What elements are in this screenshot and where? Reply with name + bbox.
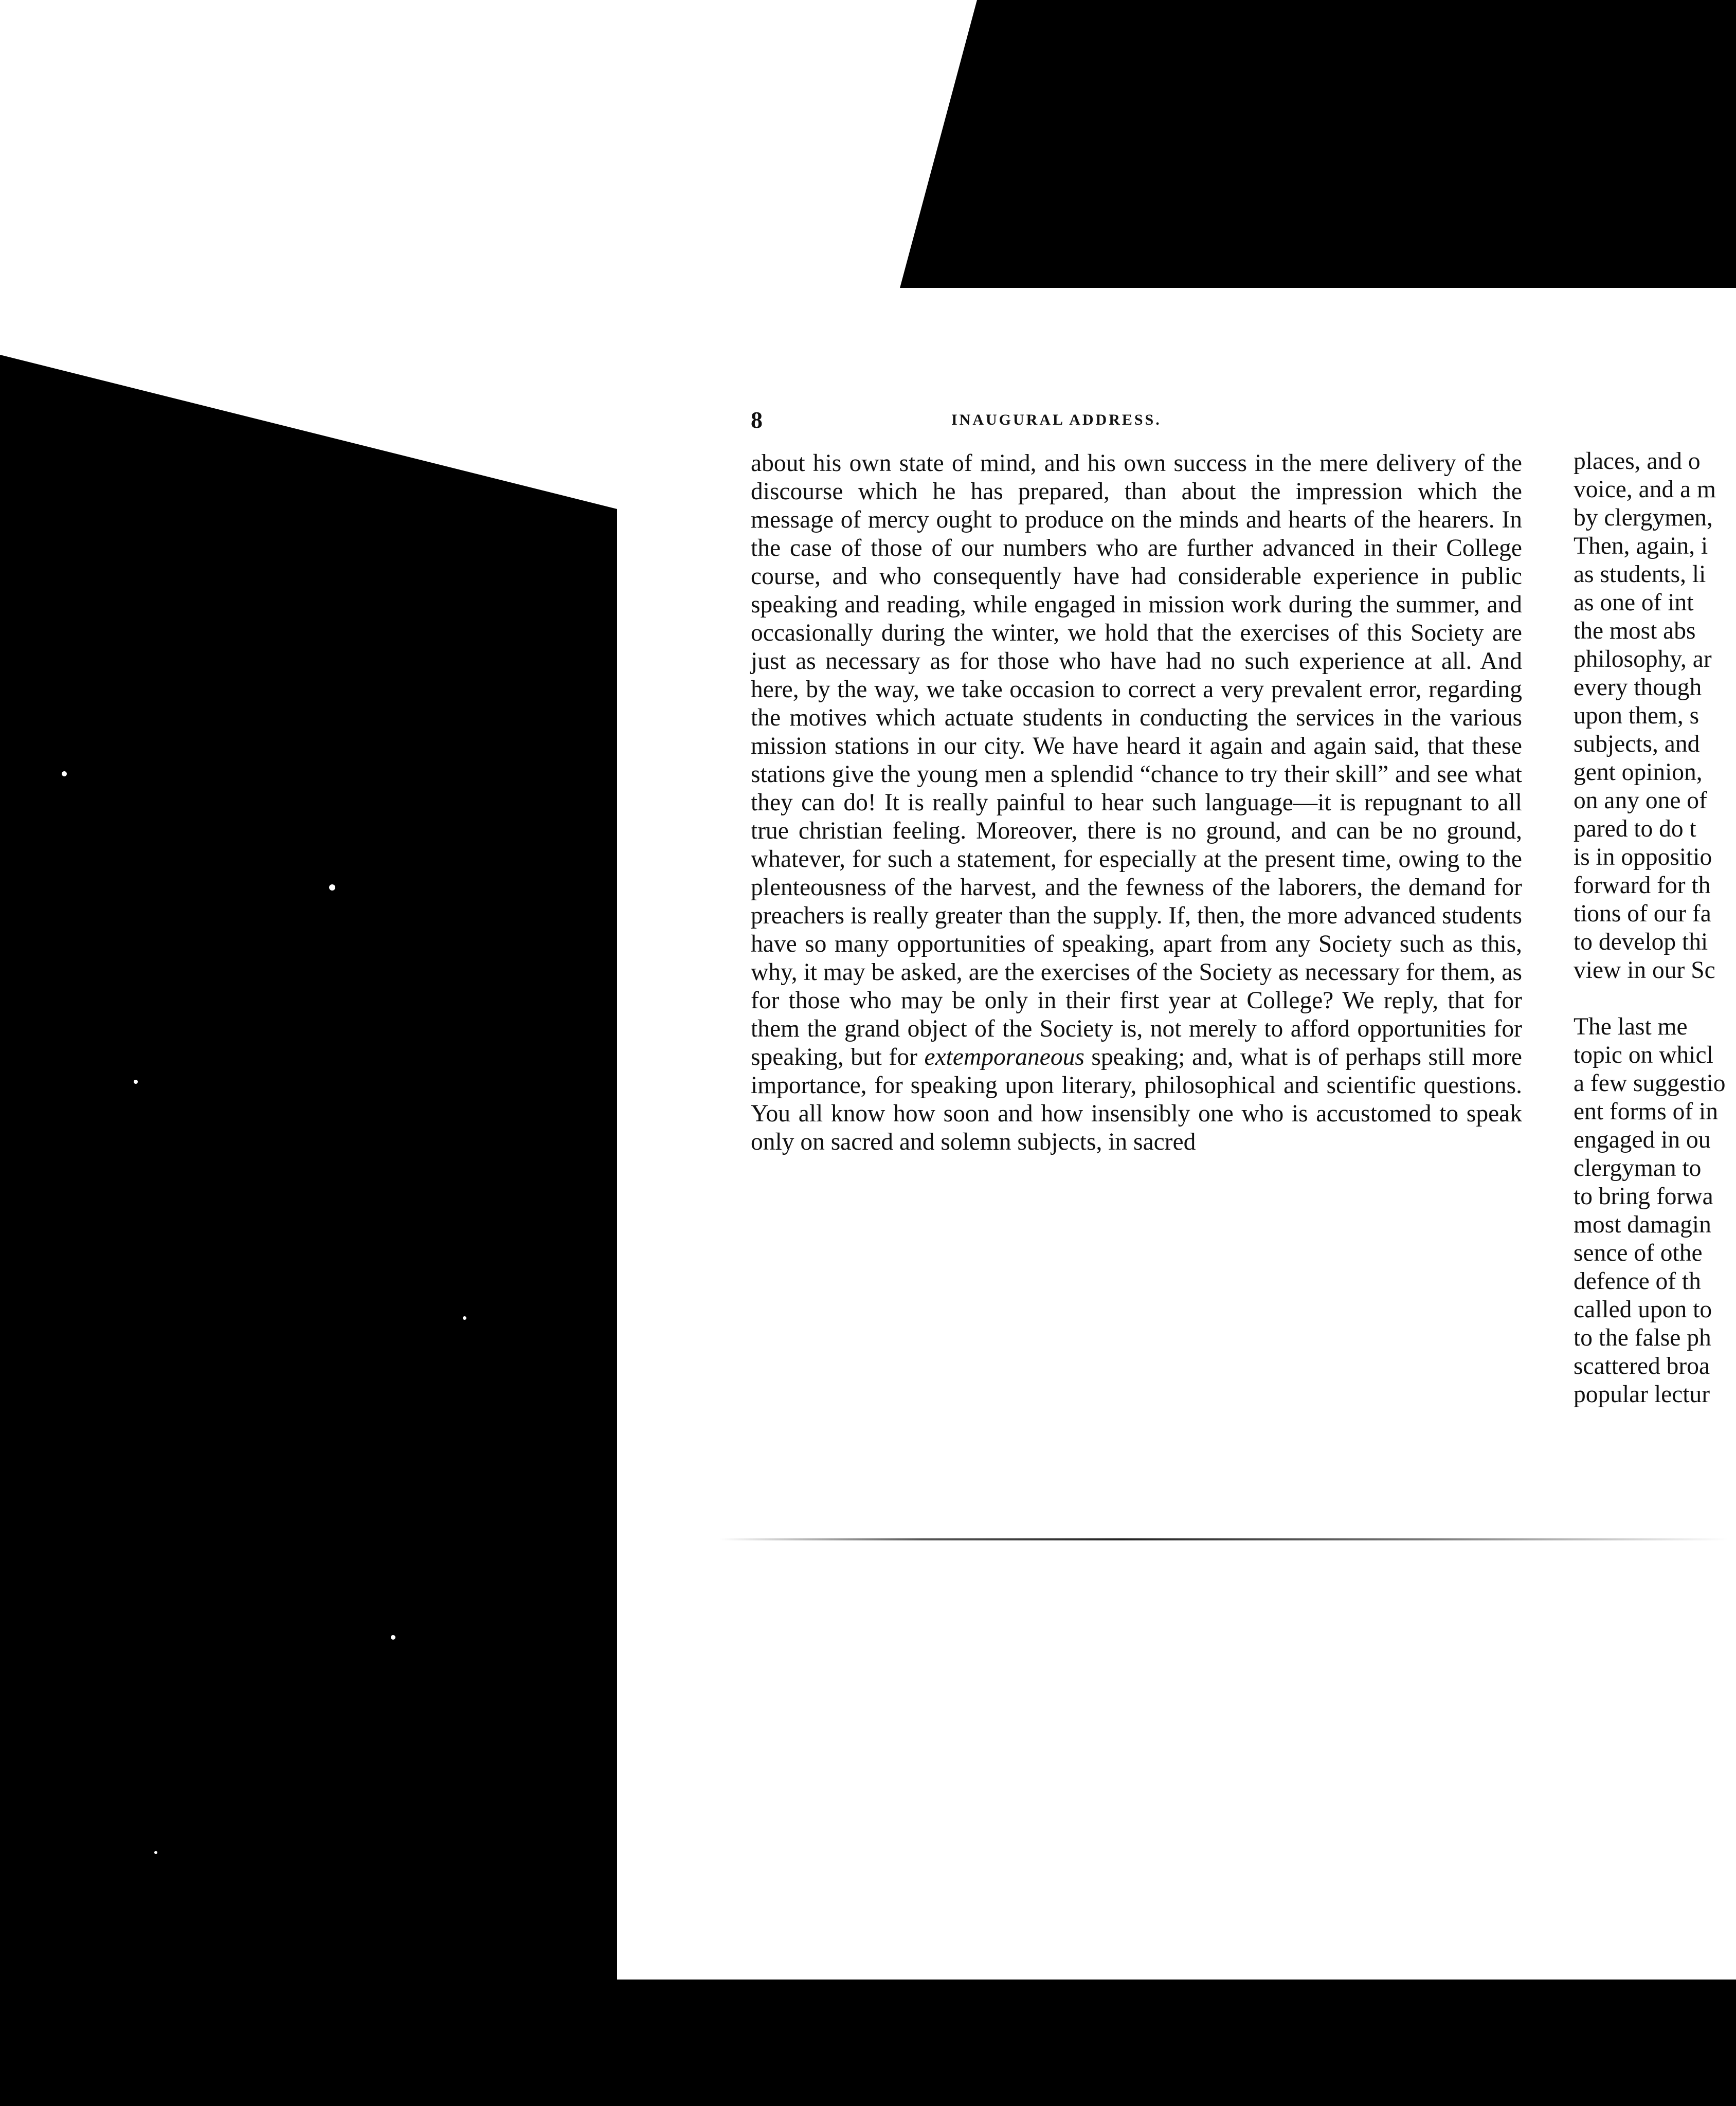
page-sheet [617, 288, 1736, 1980]
right-column-line: is in oppositio [1574, 844, 1712, 870]
dust-speck [154, 1851, 157, 1854]
right-column-line: places, and o [1574, 448, 1701, 475]
right-column-line: a few suggestio [1574, 1070, 1726, 1097]
right-column-line: popular lectur [1574, 1381, 1710, 1408]
body-text-italic: extemporaneous [924, 1044, 1084, 1070]
right-column-line: upon them, s [1574, 702, 1699, 729]
right-column-line: tions of our fa [1574, 900, 1711, 927]
running-head [751, 406, 1522, 437]
right-column-line: forward for th [1574, 872, 1711, 899]
right-column-line: gent opinion, [1574, 759, 1703, 786]
dust-speck [62, 771, 67, 776]
right-column-line: clergyman to [1574, 1155, 1702, 1182]
right-column-line: to bring forwa [1574, 1183, 1713, 1210]
right-column-line: to develop thi [1574, 929, 1708, 955]
dust-speck [134, 1080, 138, 1084]
right-column-line: by clergymen, [1574, 504, 1713, 531]
body-text-main: about his own state of mind, and his own success in the mere delivery of the discourse which he has prepared, than about the impression which the message of mercy ought to produce on the minds and hearts of the hearers. In the case of those of our numbers who are further advanced in their College course, and who consequently have had considerable experience in public speaking and reading, while engaged in mission work during the summer, and occasionally during the winter, we hold that the exercises of this Society are just as necessary as for those who have had no such experience at all. And here, by the way, we take occasion to correct a very prevalent error, regarding the motives which actuate students in conducting the services in the various mission stations in our city. We have heard it again and again said, that these stations give the young men a splendid “chance to try their skill” and see what they can do! It is really painful to hear such language—it is repugnant to all true christian feeling. Moreover, there is no ground, and can be no ground, whatever, for such a statement, for especially at the present time, owing to the plenteousness of the harvest, and the fewness of the laborers, the demand for preachers is really greater than the supply. If, then, the more advanced students have so many opportunities of speaking, apart from any Society such as this, why, it may be asked, are the exercises of the Society as necessary for them, as for those who may be only in their first year at College? We reply, that for them the grand object of the Society is, not merely to afford opportunities for speaking, but for [751, 450, 1522, 1070]
right-column-line: voice, and a m [1574, 476, 1716, 503]
right-column-line: pared to do t [1574, 815, 1696, 842]
right-page-fragment [1574, 447, 1736, 1409]
bottom-rule [720, 1538, 1728, 1540]
right-column-line: Then, again, i [1574, 533, 1708, 559]
top-dark-region [900, 0, 1736, 288]
right-column-block-a [1574, 447, 1736, 985]
right-column-line: most damagin [1574, 1211, 1711, 1238]
right-column-line: subjects, and [1574, 731, 1700, 757]
right-column-line: scattered broa [1574, 1353, 1710, 1379]
right-column-line: every though [1574, 674, 1702, 701]
right-column-line: sence of othe [1574, 1240, 1703, 1266]
right-column-line: view in our Sc [1574, 957, 1715, 984]
right-column-line: the most abs [1574, 618, 1696, 644]
right-column-line: called upon to [1574, 1296, 1712, 1323]
page-number: 8 [751, 407, 763, 433]
running-head-title: INAUGURAL ADDRESS. [951, 411, 1162, 428]
right-column-line: defence of th [1574, 1268, 1701, 1295]
paragraph-gap [1574, 985, 1736, 1013]
dust-speck [463, 1316, 466, 1320]
right-column-line: as one of int [1574, 589, 1694, 616]
body-text-end: speaking; and, what is of perhaps still more importance, for speaking upon literary, philosophical and scientific questions. You all know how soon and how insensibly one who is accustomed to speak only on sacred and solemn subjects, in sacred [751, 1044, 1522, 1155]
right-column-line: ent forms of in [1574, 1098, 1718, 1125]
right-column-line: on any one of [1574, 787, 1707, 814]
right-column-line: topic on whicl [1574, 1042, 1713, 1068]
left-page [751, 406, 1522, 1156]
right-column-line: engaged in ou [1574, 1127, 1711, 1153]
dust-speck [391, 1635, 395, 1640]
paper-flap [0, 288, 617, 509]
right-column-line: as students, li [1574, 561, 1706, 588]
body-paragraph [751, 449, 1522, 1156]
right-column-line: The last me [1574, 1013, 1688, 1040]
right-column-block-b [1574, 1013, 1736, 1409]
right-column-line: philosophy, ar [1574, 646, 1712, 673]
dust-speck [329, 884, 335, 891]
right-column-line: to the false ph [1574, 1324, 1711, 1351]
